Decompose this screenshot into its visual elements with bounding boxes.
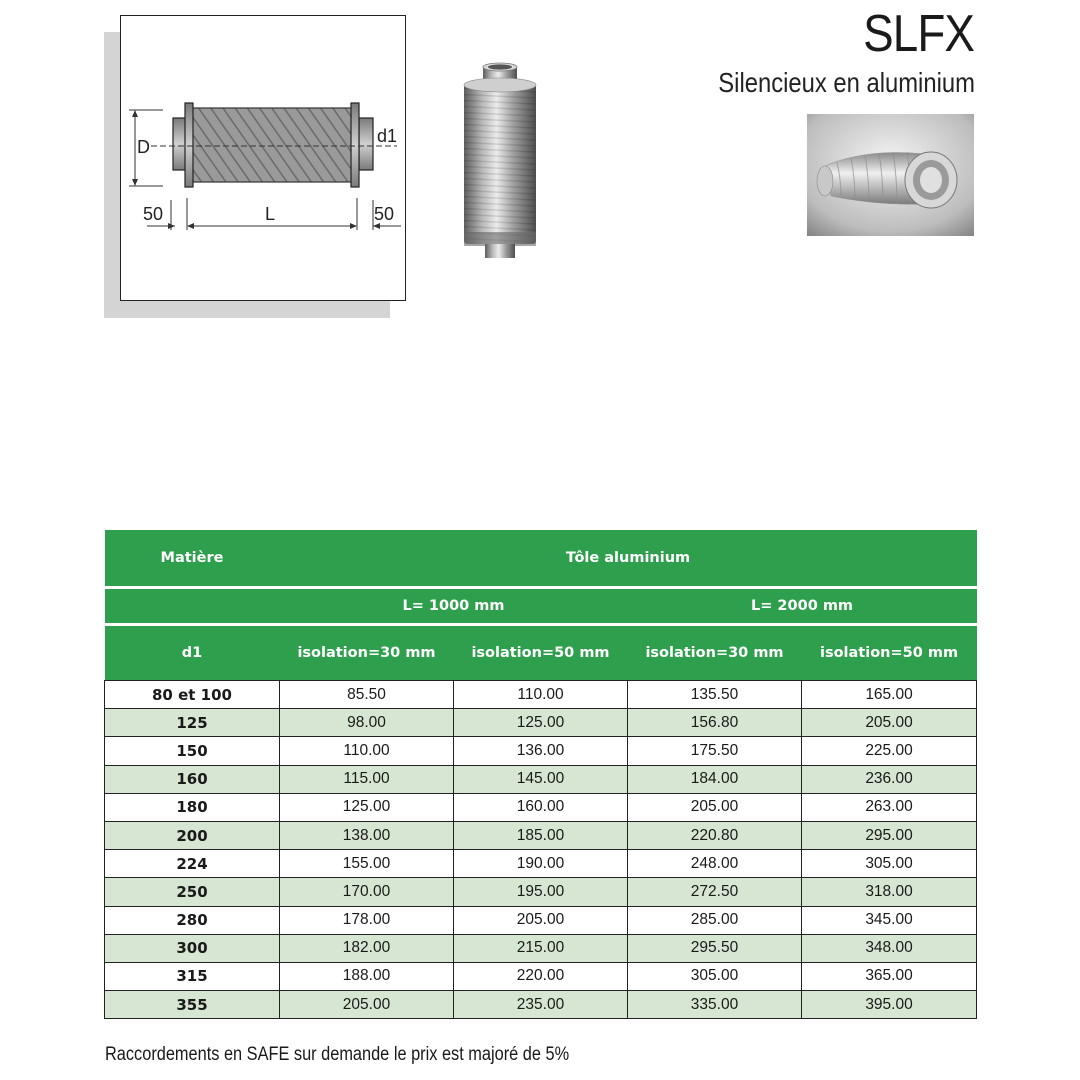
table-row xyxy=(105,737,977,765)
cell-price: 175.50 xyxy=(628,737,802,765)
cell-d1: 125 xyxy=(105,709,280,737)
cell-price: 110.00 xyxy=(454,681,628,709)
cell-price: 125.00 xyxy=(454,709,628,737)
cell-price: 225.00 xyxy=(802,737,977,765)
table-row xyxy=(105,934,977,962)
cell-price: 272.50 xyxy=(628,878,802,906)
table-row xyxy=(105,962,977,990)
cell-price: 125.00 xyxy=(280,793,454,821)
cell-price: 136.00 xyxy=(454,737,628,765)
cell-price: 236.00 xyxy=(802,765,977,793)
cell-price: 220.00 xyxy=(454,962,628,990)
cell-price: 165.00 xyxy=(802,681,977,709)
cell-price: 205.00 xyxy=(628,793,802,821)
column-header-iso50-l2000: isolation=50 mm xyxy=(802,625,977,681)
cell-price: 178.00 xyxy=(280,906,454,934)
length-group-spacer xyxy=(105,588,280,625)
cell-price: 395.00 xyxy=(802,991,977,1019)
cell-price: 190.00 xyxy=(454,850,628,878)
cell-price: 205.00 xyxy=(280,991,454,1019)
cell-d1: 180 xyxy=(105,793,280,821)
cell-price: 345.00 xyxy=(802,906,977,934)
cell-price: 170.00 xyxy=(280,878,454,906)
cell-price: 365.00 xyxy=(802,962,977,990)
cell-price: 185.00 xyxy=(454,821,628,849)
cell-d1: 150 xyxy=(105,737,280,765)
cell-price: 85.50 xyxy=(280,681,454,709)
cell-price: 145.00 xyxy=(454,765,628,793)
cell-price: 110.00 xyxy=(280,737,454,765)
cell-price: 205.00 xyxy=(802,709,977,737)
label-L: L xyxy=(265,204,276,224)
price-table xyxy=(104,530,977,1019)
cell-price: 160.00 xyxy=(454,793,628,821)
cell-price: 184.00 xyxy=(628,765,802,793)
cell-price: 235.00 xyxy=(454,991,628,1019)
cell-price: 98.00 xyxy=(280,709,454,737)
table-row xyxy=(105,821,977,849)
product-thumbnail xyxy=(807,114,974,236)
length-group-2000: L= 2000 mm xyxy=(628,588,977,625)
column-header-iso50-l1000: isolation=50 mm xyxy=(454,625,628,681)
cell-price: 318.00 xyxy=(802,878,977,906)
length-group-1000: L= 1000 mm xyxy=(280,588,628,625)
table-row xyxy=(105,793,977,821)
cell-price: 285.00 xyxy=(628,906,802,934)
column-header-d1: d1 xyxy=(105,625,280,681)
label-D: D xyxy=(137,137,150,157)
cell-price: 305.00 xyxy=(802,850,977,878)
cell-d1: 355 xyxy=(105,991,280,1019)
cell-d1: 224 xyxy=(105,850,280,878)
table-row xyxy=(105,906,977,934)
product-image xyxy=(455,58,545,264)
dimension-diagram xyxy=(120,15,406,301)
cell-d1: 300 xyxy=(105,934,280,962)
table-row xyxy=(105,991,977,1019)
cell-price: 335.00 xyxy=(628,991,802,1019)
table-row xyxy=(105,878,977,906)
cell-price: 215.00 xyxy=(454,934,628,962)
table-row xyxy=(105,765,977,793)
cell-price: 263.00 xyxy=(802,793,977,821)
column-header-iso30-l1000: isolation=30 mm xyxy=(280,625,454,681)
label-offset-right: 50 xyxy=(374,204,395,224)
cell-d1: 160 xyxy=(105,765,280,793)
cell-price: 156.80 xyxy=(628,709,802,737)
cell-price: 305.00 xyxy=(628,962,802,990)
cell-price: 195.00 xyxy=(454,878,628,906)
table-row xyxy=(105,681,977,709)
cell-price: 135.50 xyxy=(628,681,802,709)
cell-price: 182.00 xyxy=(280,934,454,962)
product-subtitle: Silencieux en aluminium xyxy=(718,67,975,98)
cell-d1: 80 et 100 xyxy=(105,681,280,709)
cell-price: 115.00 xyxy=(280,765,454,793)
cell-price: 248.00 xyxy=(628,850,802,878)
footnote: Raccordements en SAFE sur demande le prix est majoré de 5% xyxy=(105,1044,570,1065)
cell-price: 295.00 xyxy=(802,821,977,849)
cell-price: 138.00 xyxy=(280,821,454,849)
cell-d1: 200 xyxy=(105,821,280,849)
label-d1: d1 xyxy=(377,126,398,146)
material-label: Matière xyxy=(105,530,280,588)
cell-price: 155.00 xyxy=(280,850,454,878)
material-value: Tôle aluminium xyxy=(280,530,977,588)
column-header-iso30-l2000: isolation=30 mm xyxy=(628,625,802,681)
cell-price: 348.00 xyxy=(802,934,977,962)
cell-price: 188.00 xyxy=(280,962,454,990)
label-offset-left: 50 xyxy=(143,204,164,224)
cell-d1: 250 xyxy=(105,878,280,906)
cell-price: 295.50 xyxy=(628,934,802,962)
cell-price: 220.80 xyxy=(628,821,802,849)
table-row xyxy=(105,709,977,737)
product-model-title: SLFX xyxy=(863,5,974,63)
cell-d1: 280 xyxy=(105,906,280,934)
table-row xyxy=(105,850,977,878)
cell-price: 205.00 xyxy=(454,906,628,934)
cell-d1: 315 xyxy=(105,962,280,990)
